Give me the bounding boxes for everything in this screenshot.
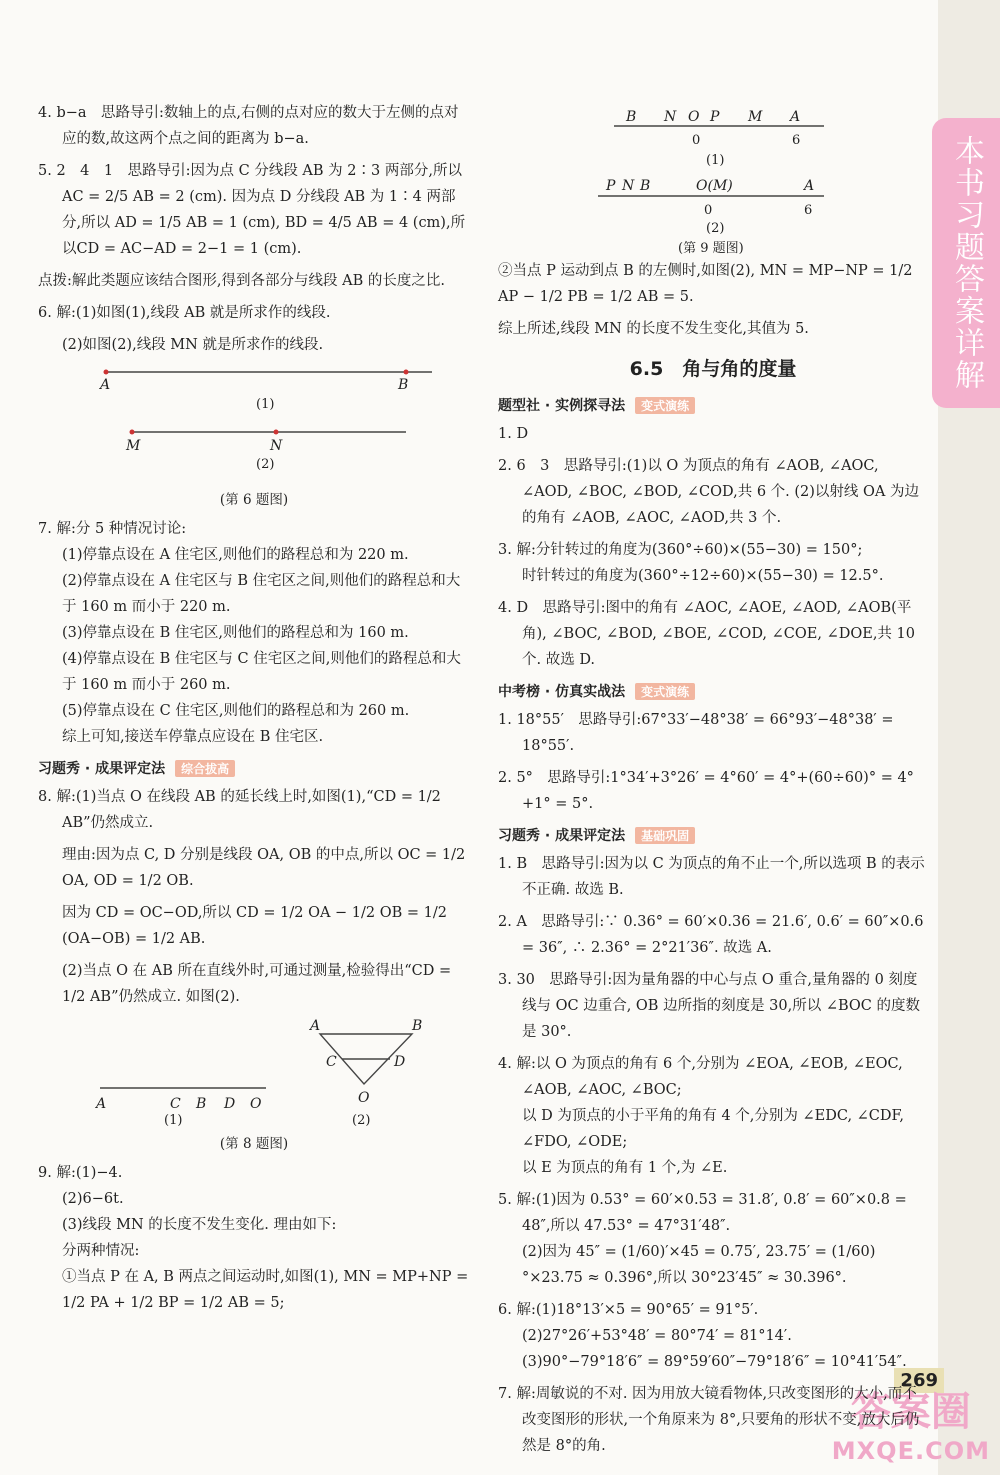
fig6-label-n: N bbox=[270, 438, 283, 454]
fig9-sub2: (2) bbox=[706, 221, 725, 236]
fig9-r2-p: P bbox=[606, 178, 616, 194]
fig8-sub1: (1) bbox=[164, 1113, 183, 1126]
answer-7-case3: (3)停靠点设在 B 住宅区,则他们的路程总和为 160 m. bbox=[62, 625, 409, 641]
answer-d6-part2: (2)27°26′+53°48′ = 80°74′ = 81°14′. bbox=[522, 1328, 792, 1344]
page-number: 269 bbox=[894, 1368, 944, 1393]
section-heading-left bbox=[38, 758, 470, 778]
answer-d5-part1: 5. 解:(1)因为 0.53° = 60′×0.53 = 31.8′, 0.8′ = 60″×0.8 = 48″,所以 47.53° = 47°31′48″. bbox=[498, 1192, 907, 1234]
fig6-point-m bbox=[130, 430, 135, 435]
answer-d7: 7. 解:周敏说的不对. 因为用放大镜看物体,只改变图形的大小,而不改变图形的形状,一个角原来为 8°,只要角的形状不变,放大后仍然是 8°的角. bbox=[498, 1386, 920, 1454]
fig8-2-label-a: A bbox=[310, 1018, 321, 1034]
answer-6-part2: (2)如图(2),线段 MN 就是所求作的线段. bbox=[62, 337, 324, 353]
section-heading-exam bbox=[498, 681, 928, 701]
answer-d5-part2: (2)因为 45″ = (1/60)′×45 = 0.75′, 23.75′ = (1/60)°×23.75 ≈ 0.396°,所以 30°23′45″ ≈ 30.396°. bbox=[522, 1244, 876, 1286]
answer-b1: 1. D bbox=[498, 426, 529, 442]
answer-8-part1: 8. 解:(1)当点 O 在线段 AB 的延长线上时,如图(1),“CD = 1/2 AB”仍然成立. bbox=[38, 789, 441, 831]
fig9-r1-m: M bbox=[748, 109, 763, 125]
answer-9-summary: 综上所述,线段 MN 的长度不发生变化,其值为 5. bbox=[498, 321, 809, 337]
answer-d4-e: 以 E 为顶点的角有 1 个,为 ∠E. bbox=[522, 1160, 728, 1176]
watermark-url: MXQE.COM bbox=[831, 1437, 990, 1465]
figure-8 bbox=[38, 1016, 470, 1126]
chapter-tab: 本书习题答案详解 bbox=[932, 118, 1000, 408]
fig8-1-label-c: C bbox=[170, 1096, 181, 1112]
fig8-1-label-b: B bbox=[196, 1096, 207, 1112]
fig9-sub1: (1) bbox=[706, 153, 725, 168]
answer-8-derivation: 因为 CD = OC−OD,所以 CD = 1/2 OA − 1/2 OB = 1/2 (OA−OB) = 1/2 AB. bbox=[62, 905, 447, 947]
right-column bbox=[498, 104, 928, 1465]
section-heading-left-text: 习题秀 · 成果评定法 bbox=[38, 761, 166, 777]
fig9-r2-om: O(M) bbox=[696, 178, 733, 194]
answer-9-cases: 分两种情况: bbox=[62, 1243, 140, 1259]
section-heading-practice bbox=[498, 825, 928, 845]
fig8-1-label-o: O bbox=[250, 1096, 262, 1112]
section-tag-examples: 变式演练 bbox=[635, 397, 695, 414]
answer-b2: 2. 6 3 思路导引:(1)以 O 为顶点的角有 ∠AOB, ∠AOC, ∠AOD, ∠BOC, ∠BOD, ∠COD,共 6 个. (2)以射线 OA 为边的角有 ∠AOB, ∠AOC, ∠AOD,共 3 个. bbox=[498, 458, 920, 526]
answer-7-conclusion: 综上可知,接送车停靠点应设在 B 住宅区. bbox=[62, 729, 324, 745]
fig8-1-label-a: A bbox=[96, 1096, 107, 1112]
fig6-point-n bbox=[274, 430, 279, 435]
answer-4: 4. b−a 思路导引:数轴上的点,右侧的点对应的数大于左侧的点对应的数,故这两个点之间的距离为 b−a. bbox=[38, 105, 459, 147]
answer-9-part1: 9. 解:(1)−4. bbox=[38, 1165, 123, 1181]
section-heading-exam-text: 中考榜 · 仿真实战法 bbox=[498, 684, 626, 700]
section-tag-practice: 基础巩固 bbox=[635, 827, 695, 844]
fig8-2-label-d: D bbox=[394, 1054, 406, 1070]
answer-d1: 1. B 思路导引:因为以 C 为顶点的角不止一个,所以选项 B 的表示不正确. 故选 B. bbox=[498, 856, 925, 898]
figure-8-caption: (第 8 题图) bbox=[219, 1136, 289, 1152]
answer-7-case5: (5)停靠点设在 C 住宅区,则他们的路程总和为 260 m. bbox=[62, 703, 410, 719]
fig6-label-b: B bbox=[398, 377, 409, 393]
figure-6 bbox=[38, 364, 470, 482]
section-tag-exam: 变式演练 bbox=[635, 683, 695, 700]
section-title: 6.5 角与角的度量 bbox=[629, 358, 797, 380]
fig9-r2-b: B bbox=[640, 178, 651, 194]
watermark-logo-text: 答案圈 bbox=[850, 1389, 971, 1435]
fig8-sub2: (2) bbox=[352, 1113, 371, 1126]
fig6-point-a bbox=[104, 370, 109, 375]
answer-7-case2: (2)停靠点设在 A 住宅区与 B 住宅区之间,则他们的路程总和大于 160 m 而小于 220 m. bbox=[62, 573, 461, 615]
answer-7-case4: (4)停靠点设在 B 住宅区与 C 住宅区之间,则他们的路程总和大于 160 m 而小于 260 m. bbox=[62, 651, 461, 693]
figure-6-caption: (第 6 题图) bbox=[219, 492, 289, 508]
figure-9 bbox=[498, 104, 928, 254]
section-heading-examples-text: 题型社 · 实例探寻法 bbox=[498, 398, 626, 414]
answer-5: 5. 2 4 1 思路导引:因为点 C 分线段 AB 为 2∶3 两部分,所以AC = 2/5 AB = 2 (cm). 因为点 D 分线段 AB 为 1∶4 两部分,所以 AD = 1/5 AB = 1 (cm), BD = 4/5 AB = 4 (cm),所以CD = AC−AD = 2−1 = 1 (cm). bbox=[38, 163, 466, 257]
answer-9-case1: ①当点 P 在 A, B 两点之间运动时,如图(1), MN = MP+NP = 1/2 PA + 1/2 BP = 1/2 AB = 5; bbox=[62, 1269, 469, 1311]
answer-d4-o: 4. 解:以 O 为顶点的角有 6 个,分别为 ∠EOA, ∠EOB, ∠EOC, ∠AOB, ∠AOC, ∠BOC; bbox=[498, 1056, 903, 1098]
answer-d2: 2. A 思路导引:∵ 0.36° = 60′×0.36 = 21.6′, 0.6′ = 60″×0.6 = 36″, ∴ 2.36° = 2°21′36″. 故选 A. bbox=[498, 914, 924, 956]
fig6-point-b bbox=[404, 370, 409, 375]
fig9-r1-n: N bbox=[664, 109, 677, 125]
answer-c1: 1. 18°55′ 思路导引:67°33′−48°38′ = 66°93′−48°38′ = 18°55′. bbox=[498, 712, 894, 754]
left-column bbox=[38, 100, 470, 1316]
fig8-1-label-d: D bbox=[224, 1096, 236, 1112]
answer-6-part1: 6. 解:(1)如图(1),线段 AB 就是所求作的线段. bbox=[38, 305, 331, 321]
fig9-r1-b: B bbox=[626, 109, 637, 125]
answer-9-part3: (3)线段 MN 的长度不发生变化. 理由如下: bbox=[62, 1217, 337, 1233]
answer-d6-part3: (3)90°−79°18′6″ = 89°59′60″−79°18′6″ = 10°41′54″. bbox=[522, 1354, 907, 1370]
answer-7-case1: (1)停靠点设在 A 住宅区,则他们的路程总和为 220 m. bbox=[62, 547, 409, 563]
fig9-r1-p: P bbox=[710, 109, 720, 125]
answer-b3-hour: 时针转过的角度为(360°÷12÷60)×(55−30) = 12.5°. bbox=[522, 568, 884, 584]
fig6-label-a: A bbox=[100, 377, 111, 393]
fig9-r2-six: 6 bbox=[804, 203, 813, 218]
answer-8-part2: (2)当点 O 在 AB 所在直线外时,可通过测量,检验得出“CD = 1/2 AB”仍然成立. 如图(2). bbox=[62, 963, 452, 1005]
answer-b3-minute: 3. 解:分针转过的角度为(360°÷60)×(55−30) = 150°; bbox=[498, 542, 863, 558]
fig9-r1-six: 6 bbox=[792, 133, 801, 148]
fig9-r2-zero: 0 bbox=[704, 203, 713, 218]
answer-c2: 2. 5° 思路导引:1°34′+3°26′ = 4°60′ = 4°+(60÷60)° = 4°+1° = 5°. bbox=[498, 770, 914, 812]
fig9-r2-n: N bbox=[622, 178, 635, 194]
fig6-sub1: (1) bbox=[256, 397, 275, 412]
answer-d3: 3. 30 思路导引:因为量角器的中心与点 O 重合,量角器的 0 刻度线与 OC 边重合, OB 边所指的刻度是 30,所以 ∠BOC 的度数是 30°. bbox=[498, 972, 921, 1040]
fig8-2-label-b: B bbox=[412, 1018, 423, 1034]
fig9-r1-o: O bbox=[688, 109, 700, 125]
fig9-r2-a: A bbox=[804, 178, 815, 194]
section-heading-practice-text: 习题秀 · 成果评定法 bbox=[498, 828, 626, 844]
section-heading-examples bbox=[498, 395, 928, 415]
fig6-sub2: (2) bbox=[256, 457, 275, 472]
answer-7-intro: 7. 解:分 5 种情况讨论: bbox=[38, 521, 187, 537]
fig8-2-label-o: O bbox=[358, 1090, 370, 1106]
figure-9-caption: (第 9 题图) bbox=[678, 241, 744, 254]
fig9-r1-zero: 0 bbox=[692, 133, 701, 148]
answer-9-part2: (2)6−6t. bbox=[62, 1191, 124, 1207]
fig6-label-m: M bbox=[126, 438, 141, 454]
fig8-2-label-c: C bbox=[326, 1054, 337, 1070]
section-tag-left: 综合拔高 bbox=[175, 760, 235, 777]
answer-8-reason: 理由:因为点 C, D 分别是线段 OA, OB 的中点,所以 OC = 1/2 OA, OD = 1/2 OB. bbox=[62, 847, 466, 889]
answer-d4-d: 以 D 为顶点的小于平角的角有 4 个,分别为 ∠EDC, ∠CDF, ∠FDO, ∠ODE; bbox=[522, 1108, 904, 1150]
fig9-r1-a: A bbox=[790, 109, 801, 125]
answer-5-tip: 点拨:解此类题应该结合图形,得到各部分与线段 AB 的长度之比. bbox=[38, 273, 445, 289]
answer-d6-part1: 6. 解:(1)18°13′×5 = 90°65′ = 91°5′. bbox=[498, 1302, 759, 1318]
answer-b4: 4. D 思路导引:图中的角有 ∠AOC, ∠AOE, ∠AOD, ∠AOB(平角), ∠BOC, ∠BOD, ∠BOE, ∠COD, ∠COE, ∠DOE,共 10 个. 故选 D. bbox=[498, 600, 915, 668]
answer-9-case2: ②当点 P 运动到点 B 的左侧时,如图(2), MN = MP−NP = 1/2 AP − 1/2 PB = 1/2 AB = 5. bbox=[498, 263, 913, 305]
